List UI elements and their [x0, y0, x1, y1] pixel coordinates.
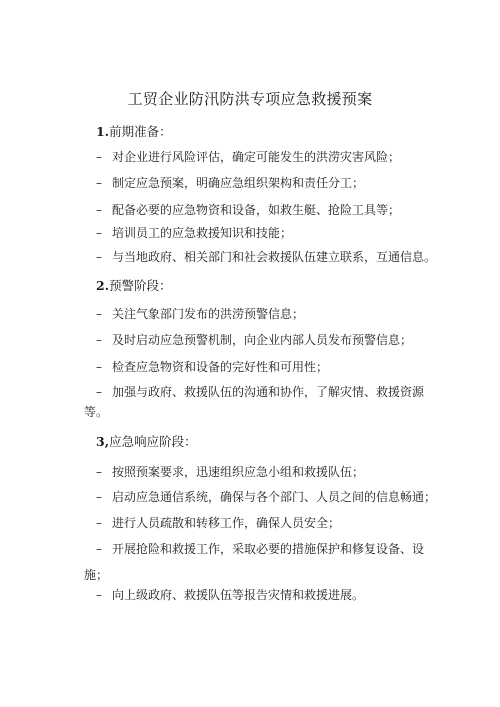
dash-marker: –: [96, 588, 102, 602]
list-item-continuation: 施；: [84, 568, 109, 582]
section-label: 应急响应阶段：: [109, 434, 197, 449]
list-item-text: 启动应急通信系统，确保与各个部门、人员之间的信息畅通；: [112, 490, 437, 504]
section-heading-3: [96, 432, 197, 450]
list-item-text: 制定应急预案，明确应急组织架构和责任分工；: [112, 176, 365, 190]
section-number: 2.: [96, 278, 110, 293]
section-heading-2: [96, 276, 172, 294]
list-item: [96, 169, 436, 198]
section-number: 1.: [96, 124, 110, 139]
section-label: 预警阶段：: [109, 278, 172, 293]
section-label: 前期准备：: [109, 124, 172, 139]
document-title: 工贸企业防汛防洪专项应急救援预案: [127, 90, 373, 108]
dash-marker: –: [96, 360, 102, 374]
list-item-text: 按照预案要求，迅速组织应急小组和救援队伍；: [112, 465, 365, 479]
section-number: 3,: [96, 434, 110, 449]
list-item: [96, 326, 436, 355]
list-item-text: 关注气象部门发布的洪涝预警信息；: [112, 307, 305, 321]
list-item-text: 对企业进行风险评估，确定可能发生的洪涝灾害风险；: [112, 150, 401, 164]
section-heading-1: [96, 122, 172, 140]
list-item-text: 与当地政府、相关部门和社会救援队伍建立联系，互通信息。: [112, 250, 437, 264]
dash-marker: –: [96, 250, 102, 264]
list-item: [96, 243, 436, 272]
dash-marker: –: [96, 307, 102, 321]
list-item: [96, 509, 436, 538]
list-item-continuation: 等。: [84, 405, 109, 419]
dash-marker: –: [96, 176, 102, 190]
list-item-text: 检查应急物资和设备的完好性和可用性；: [112, 360, 329, 374]
dash-marker: –: [96, 333, 102, 347]
dash-marker: –: [96, 150, 102, 164]
list-item: [96, 378, 436, 407]
dash-marker: –: [96, 516, 102, 530]
list-item: [96, 483, 436, 512]
list-item: [96, 300, 436, 329]
list-item-text: 向上级政府、救援队伍等报告灾情和救援进展。: [112, 588, 365, 602]
list-item: [96, 581, 436, 610]
list-item-text: 及时启动应急预警机制，向企业内部人员发布预警信息；: [112, 333, 413, 347]
dash-marker: –: [96, 542, 102, 556]
list-item-text: 开展抢险和救援工作，采取必要的措施保护和修复设备、设: [112, 542, 425, 556]
list-item: [96, 143, 436, 172]
dash-marker: –: [96, 226, 102, 240]
list-item-text: 进行人员疏散和转移工作，确保人员安全；: [112, 516, 341, 530]
list-item: [96, 535, 436, 564]
list-item-text: 培训员工的应急救援知识和技能；: [112, 226, 293, 240]
dash-marker: –: [96, 203, 102, 217]
dash-marker: –: [96, 465, 102, 479]
list-item-text: 配备必要的应急物资和设备，如救生艇、抢险工具等；: [112, 203, 401, 217]
dash-marker: –: [96, 385, 102, 399]
list-item-text: 加强与政府、救援队伍的沟通和协作，了解灾情、救援资源: [112, 385, 425, 399]
dash-marker: –: [96, 490, 102, 504]
